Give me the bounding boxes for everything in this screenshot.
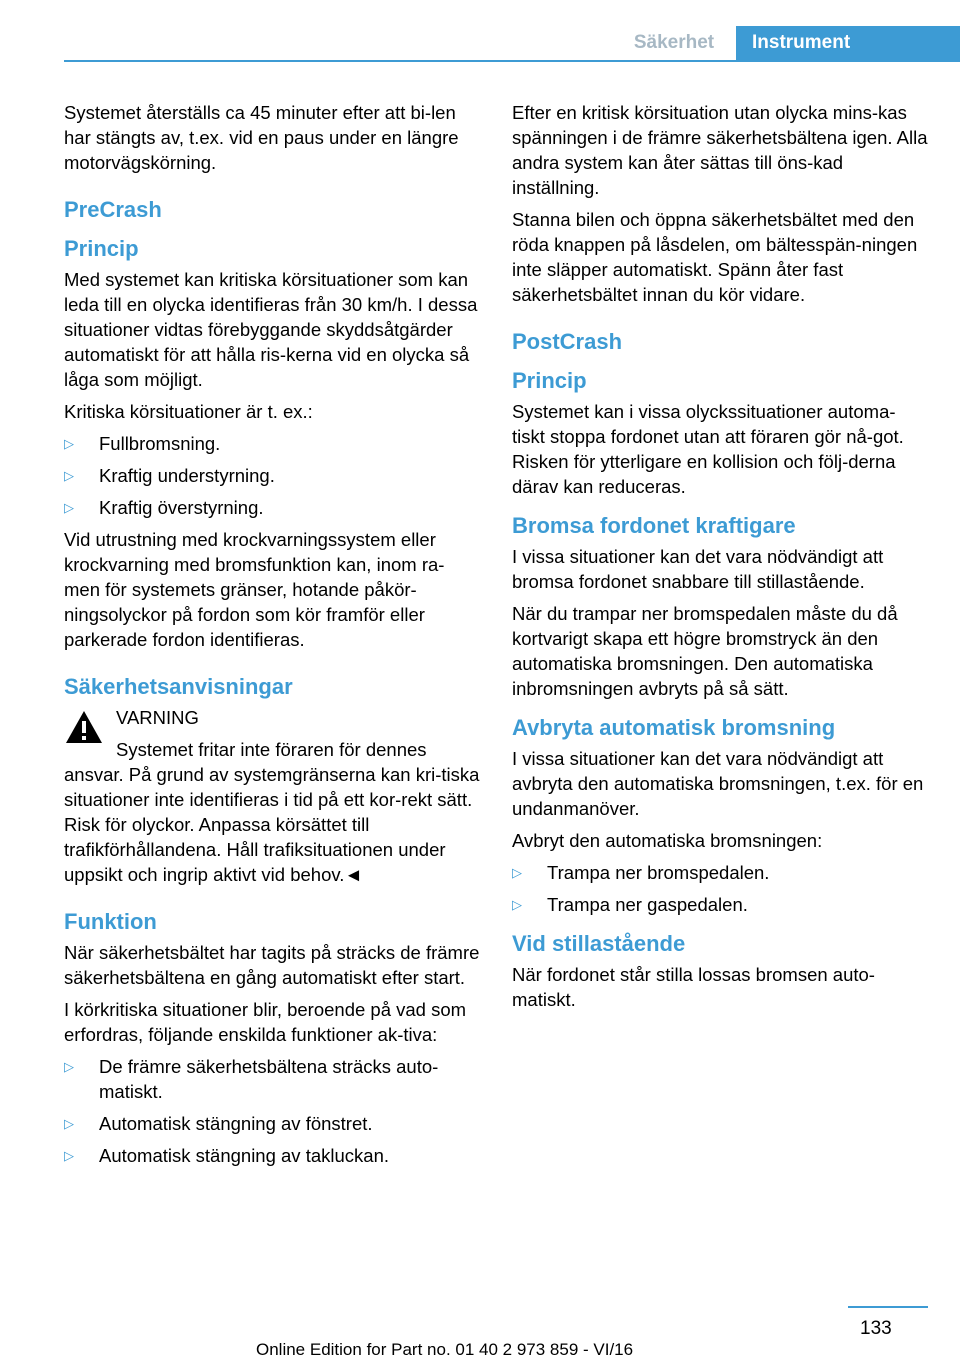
critical-intro: Kritiska körsituationer är t. ex.: <box>64 401 313 422</box>
bullet-triangle-icon: ▷ <box>64 436 74 451</box>
princip-heading: Princip <box>64 236 139 261</box>
standstill-paragraph: När fordonet står stilla lossas bromsen auto-matiskt. <box>512 964 875 1010</box>
abort-heading: Avbryta automatisk bromsning <box>512 715 836 740</box>
list-item: ▷ Automatisk stängning av fönstret. <box>64 1113 373 1134</box>
abort-paragraph-2: Avbryt den automatiska bromsningen: <box>512 830 823 851</box>
list-item: ▷ Automatisk stängning av takluckan. <box>64 1145 389 1166</box>
critical-list <box>64 431 480 520</box>
brake-heading: Bromsa fordonet kraftigare <box>512 513 796 538</box>
bullet-triangle-icon: ▷ <box>512 897 522 912</box>
footer-rule <box>848 1306 928 1308</box>
funktion-list <box>64 1054 480 1168</box>
funktion-paragraph: När säkerhetsbältet har tagits på sträcks de främre säkerhetsbältena en gång automatiskt efter start. <box>64 942 480 988</box>
bullet-triangle-icon: ▷ <box>64 1059 74 1074</box>
standstill-heading: Vid stillastående <box>512 931 686 956</box>
crash-warning-paragraph: Vid utrustning med krockvarningssystem eller krockvarning med bromsfunktion kan, inom ra-men för systemets gränser, hotande påkör-ningsolyckor på fordon som kör framför eller parkerade fordon identifieras. <box>64 529 445 650</box>
list-item: ▷ Kraftig understyrning. <box>64 465 275 486</box>
bullet-triangle-icon: ▷ <box>512 865 522 880</box>
list-item: ▷ Trampa ner bromspedalen. <box>512 862 770 883</box>
list-item: ▷ Fullbromsning. <box>64 433 221 454</box>
abort-paragraph-1: I vissa situationer kan det vara nödvändigt att avbryta den automatiska bromsningen, t.ex. för en undanmanöver. <box>512 748 924 819</box>
warning-text-first: Systemet fritar inte föraren för dennes <box>116 739 427 760</box>
left-column <box>64 100 480 1175</box>
bullet-triangle-icon: ▷ <box>64 1148 74 1163</box>
postcrash-princip-heading: Princip <box>512 368 587 393</box>
warning-triangle-icon <box>64 709 104 745</box>
footer-edition: Online Edition for Part no. 01 40 2 973 859 - VI/16 <box>256 1340 634 1359</box>
warning-label: VARNING <box>116 707 199 728</box>
intro-paragraph: Systemet återställs ca 45 minuter efter att bi-len har stängts av, t.ex. vid en paus under en längre motorvägskörning. <box>64 102 459 173</box>
postcrash-heading: PostCrash <box>512 329 623 354</box>
right-column <box>512 100 928 1019</box>
funktion-heading: Funktion <box>64 909 157 934</box>
list-item: ▷ Trampa ner gaspedalen. <box>512 894 748 915</box>
header-chapter-tab[interactable]: Instrument <box>736 26 960 62</box>
list-item: ▷ De främre säkerhetsbältena sträcks auto-matiskt. <box>64 1056 439 1102</box>
right-intro-2: Stanna bilen och öppna säkerhetsbältet med den röda knappen på låsdelen, om bältesspän-ningen inte släpper automatiskt. Spänn åter fast säkerhetsbältet innan du kör vidare. <box>512 209 918 305</box>
right-intro-1: Efter en kritisk körsituation utan olycka mins-kas spänningen i de främre säkerhetsbältena igen. Alla andra system kan åter sättas till öns-kad inställning. <box>512 102 928 198</box>
page-number: 133 <box>860 1318 892 1339</box>
bullet-triangle-icon: ▷ <box>64 468 74 483</box>
list-item: ▷ Kraftig överstyrning. <box>64 497 264 518</box>
header-section-tab[interactable]: Säkerhet <box>633 32 715 53</box>
safety-heading: Säkerhetsanvisningar <box>64 674 293 699</box>
brake-paragraph-2: När du trampar ner bromspedalen måste du då kortvarigt skapa ett högre bromstryck än den automatiska bromsningen. Den automatiska inbromsningen avbryts på så sätt. <box>512 603 898 699</box>
abort-list <box>512 860 928 917</box>
postcrash-princip-paragraph: Systemet kan i vissa olyckssituationer automa-tiskt stoppa fordonet utan att föraren gör nå-got. Risken för ytterligare en kollision och följ-derna därav kan reduceras. <box>512 401 904 497</box>
princip-paragraph: Med systemet kan kritiska körsituationer som kan leda till en olycka identifieras från 30 km/h. I dessa situationer vidtas förebyggande skyddsåtgärder automatiskt för att hålla ris-kerna vid en olycka så låga som möjligt. <box>64 269 478 390</box>
bullet-triangle-icon: ▷ <box>64 1116 74 1131</box>
funktion-paragraph-2: I körkritiska situationer blir, beroende på vad som erfordras, följande enskilda funktioner ak-tiva: <box>64 999 467 1045</box>
warning-text: ansvar. På grund av systemgränserna kan kri-tiska situationer inte identifieras i tid på ett kor-rekt sätt. Risk för olyckor. Anpassa körsättet till trafikförhållandena. Håll trafiksituationen under uppsikt och ingrip aktivt vid behov.◄ <box>64 764 480 885</box>
warning-box <box>64 705 480 887</box>
precrash-heading: PreCrash <box>64 197 162 222</box>
brake-paragraph-1: I vissa situationer kan det vara nödvändigt att bromsa fordonet snabbare till stillastående. <box>512 546 884 592</box>
bullet-triangle-icon: ▷ <box>64 500 74 515</box>
